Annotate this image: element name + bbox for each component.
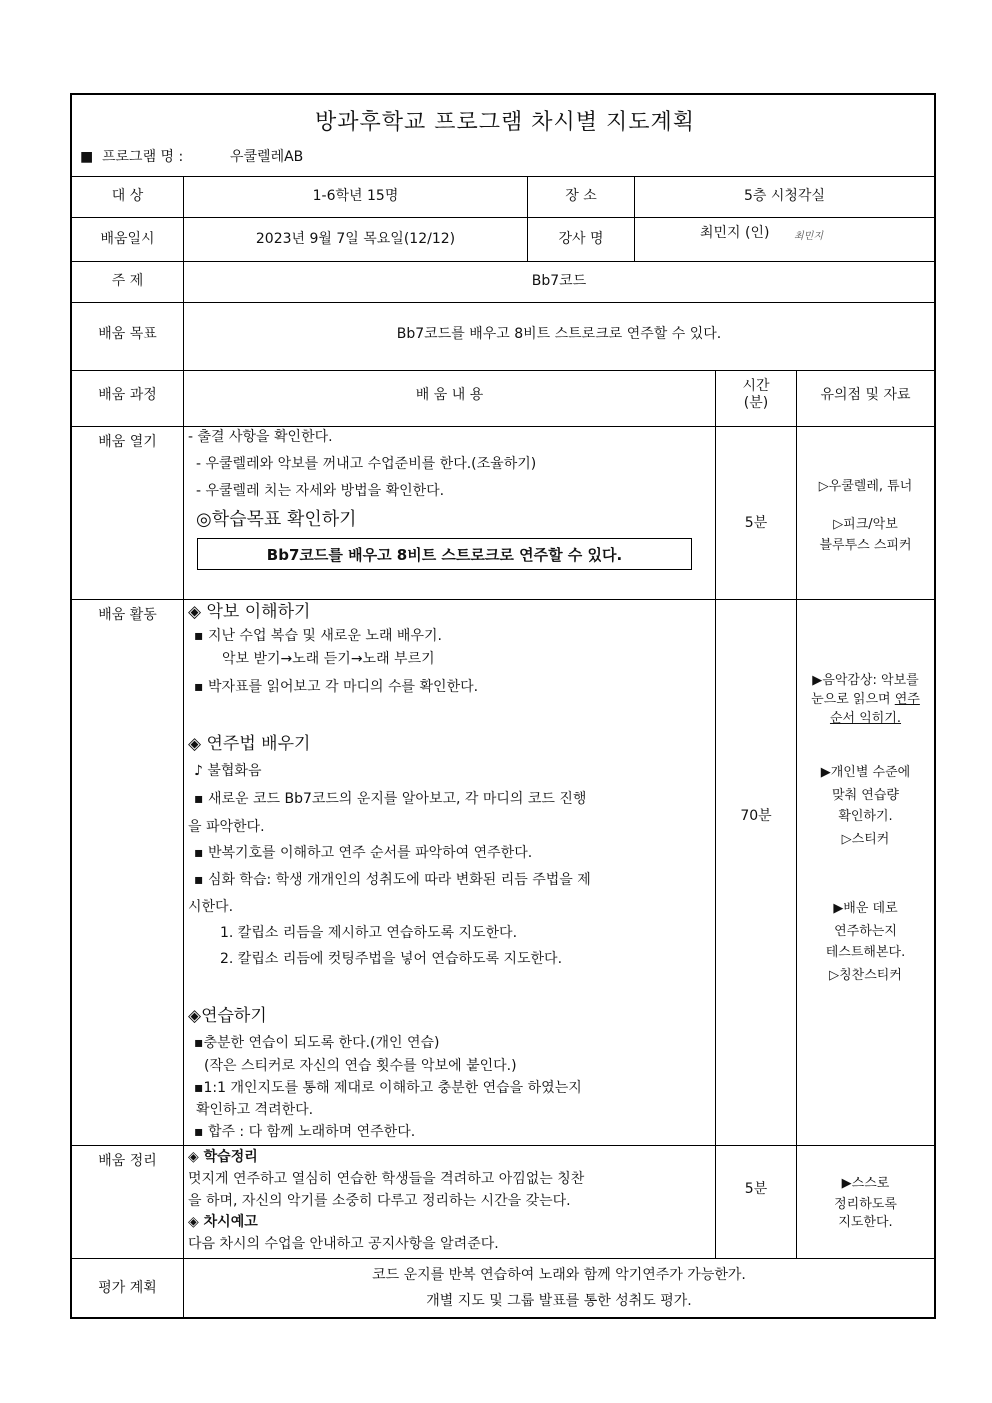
target-label: 대 상: [111, 188, 144, 204]
activity-line: (작은 스티커로 자신의 연습 횟수를 악보에 붙인다.): [204, 1058, 517, 1074]
opening-line: - 우쿨렐레와 악보를 꺼내고 수업준비를 한다.(조율하기): [196, 456, 537, 472]
closing-line: 다음 차시의 수업을 안내하고 공지사항을 알려준다.: [188, 1236, 499, 1252]
activity-line: ▪ 합주 : 다 함께 노래하며 연주한다.: [194, 1124, 416, 1140]
rule: [72, 426, 934, 427]
teacher-value: 최민지 (인): [700, 225, 770, 241]
activity-line: ▪ 새로운 코드 Bb7코드의 운지를 알아보고, 각 마디의 코드 진행: [194, 791, 587, 807]
opening-note: 블루투스 스피커: [819, 538, 912, 553]
closing-time: 5분: [744, 1181, 768, 1197]
rule: [72, 599, 934, 600]
opening-time: 5분: [744, 515, 768, 531]
activity-note: 테스트해본다.: [825, 945, 906, 960]
activity-line: ▪1:1 개인지도를 통해 제대로 이해하고 충분한 연습을 하였는지: [194, 1080, 582, 1096]
program-marker: ■: [80, 149, 94, 165]
activity-line: ▪ 박자표를 읽어보고 각 마디의 수를 확인한다.: [194, 679, 479, 695]
opening-line: - 출결 사항을 확인한다.: [188, 429, 333, 445]
activity-line: 시한다.: [188, 899, 234, 915]
opening-note: ▷우쿨렐레, 튜너: [818, 479, 913, 494]
activity-line: 악보 받기→노래 듣기→노래 부르기: [222, 651, 435, 667]
rule: [72, 370, 934, 371]
teacher-signature: 최민지: [794, 231, 823, 242]
target-value: 1-6학년 15명: [312, 188, 399, 204]
header-time-line1: 시간: [742, 378, 770, 394]
header-time-line2: (분): [743, 395, 769, 411]
activity-heading: ◈ 악보 이해하기: [188, 602, 311, 622]
activity-heading: ◈ 연주법 배우기: [188, 734, 311, 754]
activity-note: 확인하기.: [838, 809, 893, 824]
opening-note: ▷피크/악보: [833, 517, 898, 532]
teacher-label: 강사 명: [558, 231, 604, 247]
activity-line: 1. 칼립소 리듬을 제시하고 연습하도록 지도한다.: [220, 925, 518, 941]
opening-label: 배움 열기: [98, 434, 157, 450]
closing-note: 정리하도록: [834, 1197, 897, 1212]
date-label: 배움일시: [100, 231, 155, 247]
activity-note: 눈으로 읽으며 연주: [811, 692, 920, 707]
closing-note: 지도한다.: [838, 1215, 893, 1230]
activity-line: ♪ 불협화음: [194, 763, 262, 779]
activity-line: ▪ 심화 학습: 학생 개개인의 성취도에 따라 변화된 리듬 주법을 제: [194, 872, 591, 888]
rule: [183, 176, 184, 1319]
goal-value: Bb7코드를 배우고 8비트 스트로크로 연주할 수 있다.: [396, 326, 722, 342]
opening-goal-box: Bb7코드를 배우고 8비트 스트로크로 연주할 수 있다.: [197, 538, 692, 570]
page-title: 방과후학교 프로그램 차시별 지도계획: [314, 110, 695, 135]
activity-heading: ◈연습하기: [188, 1006, 267, 1026]
program-label: 프로그램 명 :: [102, 149, 184, 165]
place-value: 5층 시청각실: [744, 188, 825, 204]
activity-line: ▪충분한 연습이 되도록 한다.(개인 연습): [194, 1035, 440, 1051]
activity-line: ▪ 지난 수업 복습 및 새로운 노래 배우기.: [194, 628, 442, 644]
topic-label: 주 제: [111, 273, 144, 289]
rule: [72, 302, 934, 303]
activity-time: 70분: [740, 808, 772, 824]
opening-line: - 우쿨렐레 치는 자세와 방법을 확인한다.: [196, 483, 445, 499]
activity-note: ▶배운 데로: [833, 901, 898, 916]
program-name: 우쿨렐레AB: [230, 149, 304, 165]
closing-label: 배움 정리: [98, 1153, 157, 1169]
activity-line: 2. 칼립소 리듬에 컷팅주법을 넣어 연습하도록 지도한다.: [220, 951, 563, 967]
activity-note: ▷스티커: [841, 832, 890, 847]
activity-note: ▷칭찬스티커: [829, 968, 902, 983]
activity-label: 배움 활동: [98, 607, 157, 623]
activity-note: 순서 익히기.: [829, 711, 902, 726]
closing-heading: ◈ 학습정리: [188, 1149, 258, 1165]
header-content: 배 움 내 용: [415, 387, 484, 403]
activity-line: 을 파악한다.: [188, 819, 265, 835]
goal-label: 배움 목표: [98, 326, 157, 342]
closing-heading: ◈ 차시예고: [188, 1214, 258, 1230]
evaluation-line: 개별 지도 및 그룹 발표를 통한 성취도 평가.: [426, 1293, 692, 1309]
evaluation-label: 평가 계획: [98, 1280, 157, 1296]
rule: [72, 217, 934, 218]
closing-note: ▶스스로: [841, 1176, 890, 1191]
rule: [72, 1258, 934, 1259]
lesson-plan-table: [70, 93, 936, 1319]
rule: [72, 261, 934, 262]
activity-note: 연주하는지: [834, 924, 897, 939]
date-value: 2023년 9월 7일 목요일(12/12): [255, 231, 456, 247]
activity-line: 확인하고 격려한다.: [196, 1102, 314, 1118]
topic-value: Bb7코드: [531, 273, 587, 289]
header-notes: 유의점 및 자료: [820, 387, 911, 403]
rule: [72, 176, 934, 177]
rule: [72, 1145, 934, 1146]
activity-note: 맞춰 연습량: [832, 788, 899, 803]
header-process: 배움 과정: [98, 387, 157, 403]
activity-note: ▶개인별 수준에: [820, 765, 911, 780]
place-label: 장 소: [565, 188, 597, 204]
closing-line: 을 하며, 자신의 악기를 소중히 다루고 정리하는 시간을 갖는다.: [188, 1193, 571, 1209]
opening-goal-heading: ◎학습목표 확인하기: [196, 509, 357, 530]
activity-line: ▪ 반복기호를 이해하고 연주 순서를 파악하여 연주한다.: [194, 845, 533, 861]
evaluation-line: 코드 운지를 반복 연습하여 노래와 함께 악기연주가 가능한가.: [372, 1267, 746, 1283]
activity-note: ▶음악감상: 악보를: [812, 673, 919, 688]
closing-line: 멋지게 연주하고 열심히 연습한 학생들을 격려하고 아낌없는 칭찬: [188, 1171, 585, 1187]
